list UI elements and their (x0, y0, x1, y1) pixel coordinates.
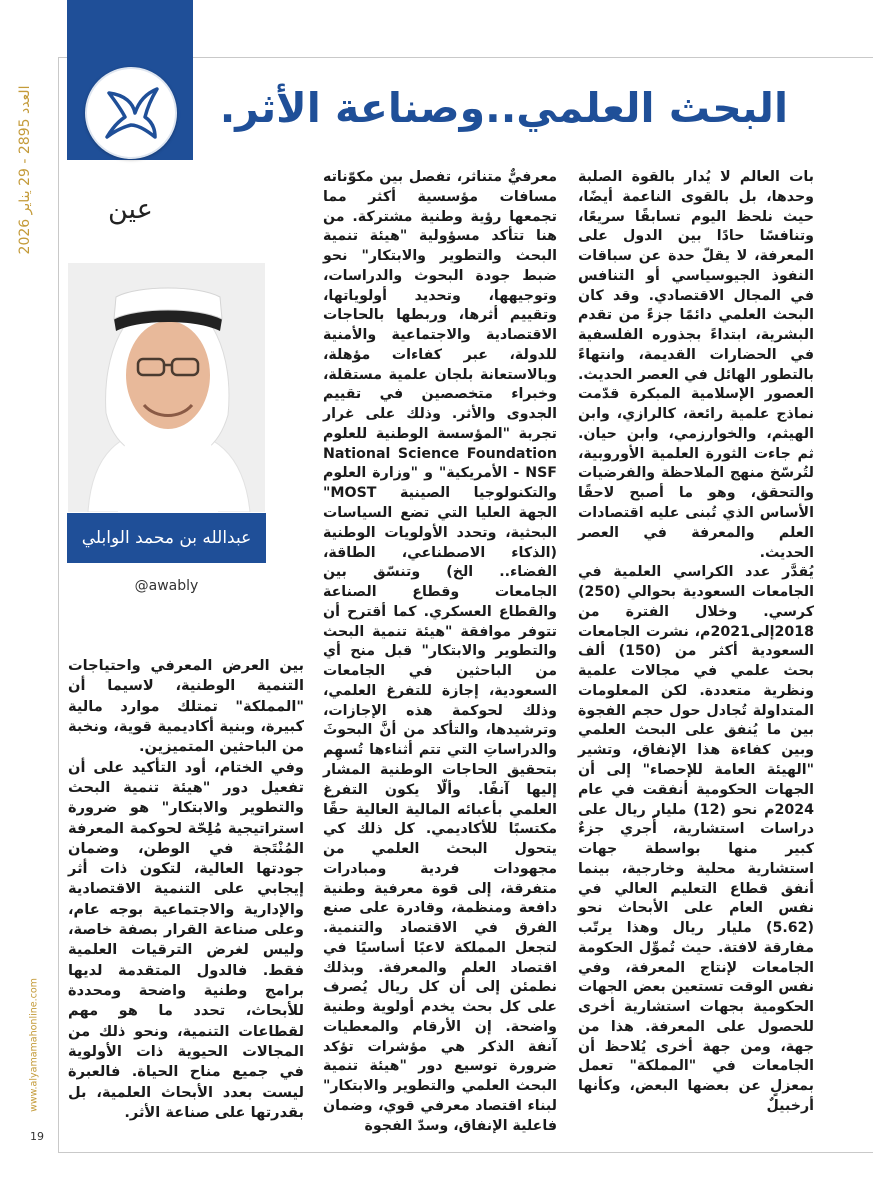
paragraph: معرفيٌّ متناثر، تفصل بين مكوّناته مسافات مؤسسية أكثر مما تجمعها رؤية وطنية مشتركة. من هنا تتأكد مسؤولية "هيئة تنمية البحث والتطوير والابتكار" نحو ضبط جودة البحوث والدراسات، وتوجيهها، وتحديد أولوياتها، وتقييم أثرها، وربطها بالحاجات الاقتصادية والاجتماعية والأمنية للدولة، عبر كفاءات مؤهلة، وبالاستعانة بلجان علمية مستقلة، وخبراء متخصصين في تقييم الجدوى والأثر. وذلك على غرار تجربة "المؤسسة الوطنية للعلوم National Science Foundation - NSF الأمريكية" و "وزارة العلوم والتكنولوجيا الصينية MOST" الجهة العليا التي تضع السياسات البحثية، وتحدد الأولويات الوطنية (الذكاء الاصطناعي، الطاقة، الفضاء.. الخ) وتنسّق بين الجامعات وقطاع الصناعة والقطاع العسكري. كما أقترح أن تتوفر موافقة "هيئة تنمية البحث والتطوير والابتكار" قبل منح أي من الباحثين في الجامعات السعودية، إجازة للتفرغ العلمي، وذلك لحوكمة هذه الإجازات، وترشيدها، والتأكد من أنَّ البحوثَ والدراساتِ التي تتم أثناءها تُسهِم بتحقيق الحاجات الوطنية المشار إليها آنفًا. وألّا يكون التفرغ العلمي بأعبائه المالية العالية حقًا مكتسبًا للأكاديمي. كل ذلك كي يتحول البحث العلمي من مجهودات فردية ومبادرات متفرقة، إلى قوة معرفية وطنية دافعة ومنظمة، وقادرة على صنع الفرق في الاقتصاد والتنمية. لتجعل المملكة لاعبًا أساسيًا في اقتصاد العلم والمعرفة. وبذلك نطمئن إلى أن كل ريال يُصرف على كل بحث يخدم أولوية وطنية واضحة. إن الأرقام والمعطيات آنفة الذكر هي مؤشرات تؤكد ضرورة توسيع دور "هيئة تنمية البحث العلمي والتطوير والابتكار" لبناء اقتصاد معرفي قوي، وضمان فاعلية الإنفاق، وسدّ الفجوة (323, 169, 557, 1134)
website-vertical (24, 960, 44, 1130)
website-text: www.alyamamahonline.com (28, 978, 40, 1112)
issue-date-vertical (10, 70, 40, 270)
issue-date-text: العدد 2895 - 29 يناير 2026 (17, 85, 33, 255)
page-number: 19 (30, 1130, 44, 1143)
article-column-1 (578, 168, 814, 1117)
frame-line-bottom (58, 1152, 873, 1153)
article-column-2 (323, 168, 557, 1137)
bird-logo-icon (99, 81, 163, 145)
column-label: عين (108, 194, 153, 225)
frame-line-left (58, 57, 59, 1152)
author-handle[interactable]: @awably (134, 578, 199, 594)
author-name-box (67, 513, 266, 563)
author-name: عبدالله بن محمد الوابلي (81, 528, 252, 548)
portrait-illustration (68, 263, 265, 512)
article-column-3 (68, 656, 304, 1123)
magazine-logo (85, 67, 177, 159)
paragraph: بات العالم لا يُدار بالقوة الصلبة وحدها، بل بالقوى الناعمة أيضًا، حيث نلحظ اليوم تسابقًا سريعًا، وتنافسًا حادًا بين الدول على المعرفة، لا يقلّ حدة عن سباقات النفوذ الجيوسياسي أو التنافس في المجال الاقتصادي. وقد كان البحث العلمي دائمًا جزءً من تقدم البشرية، ابتداءً بجذوره الفلسفية في الحضارات القديمة، وانتهاءً بالتطور الهائل في العصر الحديث. العصور الإسلامية المبكرة قدّمت نماذج علمية رائعة، كالرازي، وابن الهيثم، والخوارزمي، وابن حيان. ثم جاءت الثورة العلمية الأوروبية، لتُرسّخ منهج الملاحظة والفرضيات والتحقق، وهو ما أصبح لاحقًا الأساس الذي تُبنى عليه اقتصادات العلم والمعرفة في العصر الحديث. (578, 169, 814, 561)
author-portrait (68, 263, 265, 512)
paragraph: وفي الختام، أود التأكيد على أن تفعيل دور "هيئة تنمية البحث والتطوير والابتكار" هو ضرورة استراتيجية مُلِحّة لحوكمة المعرفة المُنْتَجة في الوطن، وضمان جودتها العالية، لتكون ذات أثر إيجابي على التنمية الاقتصادية والإدارية والاجتماعية بوجه عام، وعلى صناعة القرار بصفة خاصة، وليس لغرض الترقيات العلمية فقط. فالدول المتقدمة لديها برامج وطنية واضحة ومحددة للأبحاث، تحدد ما هو مهم لقطاعات التنمية، ونحو ذلك من المجالات الحيوية ذات الأولوية في جميع مناح الحياة. فالعبرة ليست بعدد الأبحاث العلمية، بل بقدرتها على صناعة الأثر. (68, 758, 304, 1121)
article-title: البحث العلمي..وصناعة الأثر. (219, 84, 788, 132)
paragraph: يُقدَّر عدد الكراسي العلمية في الجامعات السعودية بحوالي (250) كرسي. وخلال الفترة من 2018إلى2021م، نشرت الجامعات السعودية أكثر من (150) ألف بحث علمي في مجالات علمية ونظرية متعددة. لكن المعلومات المتداولة تُجادل حول حجم الفجوة بين ما يُنفق على البحث العلمي وبين كفاءة هذا الإنفاق، وتشير "الهيئة العامة للإحصاء" إلى أن الجهات الحكومية أنفقت في عام 2024م نحو (12) مليار ريال على دراسات استشارية، أُجري جزءٌ كبير منها بواسطة جهات استشارية محلية وخارجية، بينما أنفق قطاع التعليم العالي في نفس العام على الأبحاث نحو (5.62) مليار ريال وهذا يرتّب مفارقة لافتة. حيث تُموِّل الحكومة الجامعات لإنتاج المعرفة، وفي نفس الوقت تستعين بعض الجهات الحكومية بجهات استشارية أخرى للحصول على المعرفة. هذا من جهة، ومن جهة أخرى يُلاحظ أن الجامعات في "المملكة" تعمل بمعزلٍ عن بعضها البعض، وكأنها أرخبيلٌ (578, 564, 815, 1114)
paragraph: بين العرض المعرفي واحتياجات التنمية الوطنية، لاسيما أن "المملكة" تمتلك موارد مالية كبيرة، وبنية أكاديمية قوية، ونخبة من الباحثين المتميزين. (68, 657, 304, 756)
